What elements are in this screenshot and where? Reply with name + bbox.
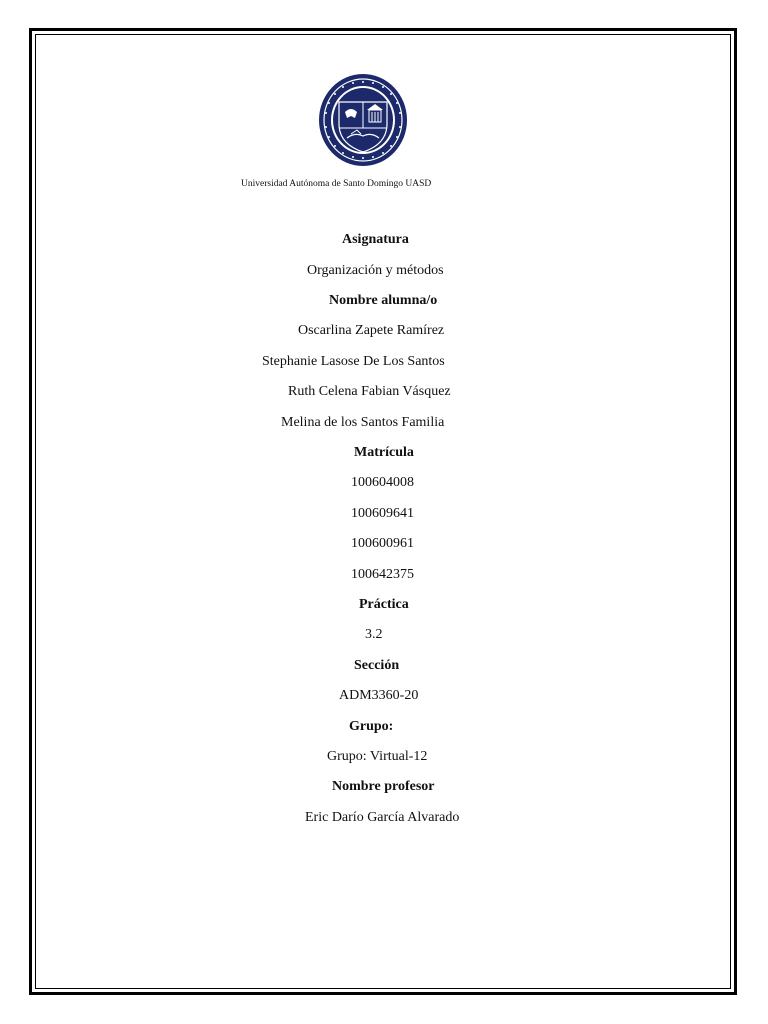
grupo-heading: Grupo: (349, 719, 394, 734)
asignatura-value: Organización y métodos (307, 263, 444, 278)
matricula-value: 100604008 (351, 475, 414, 490)
profesor-heading: Nombre profesor (332, 779, 435, 794)
alumno-name: Ruth Celena Fabian Vásquez (288, 384, 451, 399)
alumno-name: Stephanie Lasose De Los Santos (262, 354, 445, 369)
matricula-heading: Matrícula (354, 445, 414, 460)
profesor-value: Eric Darío García Alvarado (305, 810, 460, 825)
alumnos-heading: Nombre alumna/o (329, 293, 438, 308)
alumno-name: Oscarlina Zapete Ramírez (298, 323, 445, 338)
seccion-value: ADM3360-20 (339, 688, 419, 703)
seccion-heading: Sección (354, 658, 400, 673)
asignatura-heading: Asignatura (342, 232, 409, 247)
grupo-value: Grupo: Virtual-12 (327, 749, 428, 764)
practica-heading: Práctica (359, 597, 409, 612)
university-seal-icon (317, 72, 409, 168)
practica-value: 3.2 (365, 627, 383, 642)
matricula-value: 100609641 (351, 506, 414, 521)
alumno-name: Melina de los Santos Familia (281, 415, 445, 430)
university-name: Universidad Autónoma de Santo Domingo UASD (241, 179, 432, 189)
matricula-value: 100600961 (351, 536, 414, 551)
matricula-value: 100642375 (351, 567, 414, 582)
